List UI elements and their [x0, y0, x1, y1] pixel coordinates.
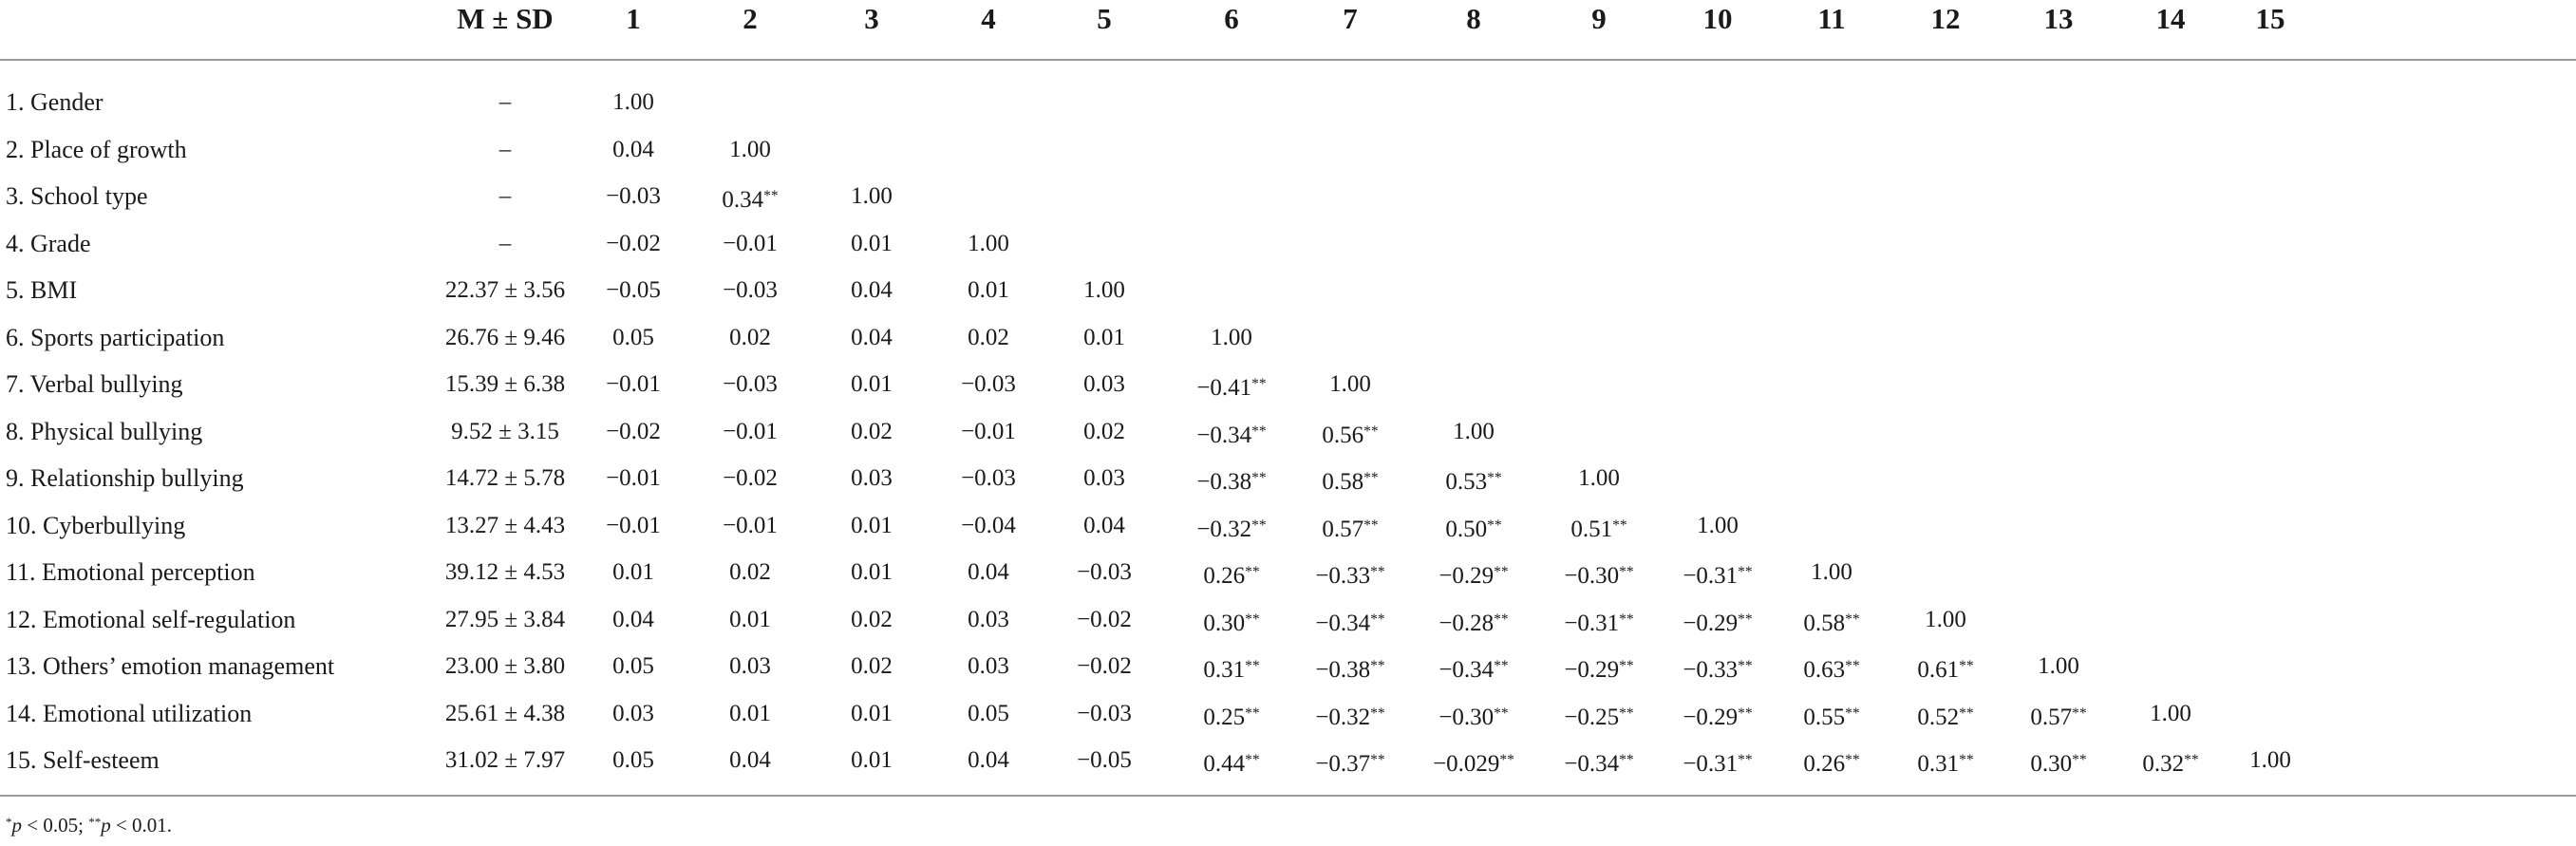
correlation-cell: 0.04 — [1083, 513, 1125, 538]
correlation-cell: 0.01 — [729, 607, 771, 632]
correlation-cell: 0.02 — [968, 325, 1009, 350]
correlation-cell: 0.04 — [968, 747, 1009, 773]
correlation-cell: −0.01 — [606, 513, 661, 538]
row-label: 1. Gender — [6, 88, 103, 116]
correlation-cell: 1.00 — [1453, 419, 1495, 444]
correlation-cell: −0.29** — [1683, 704, 1753, 730]
correlation-cell: 0.61** — [1917, 656, 1974, 683]
row-label: 6. Sports participation — [6, 324, 225, 351]
mean-sd-cell: – — [498, 183, 512, 209]
mean-sd-cell: 13.27 ± 4.43 — [444, 513, 566, 538]
column-header-10: 10 — [1702, 2, 1733, 35]
correlation-cell: 0.04 — [851, 325, 893, 350]
column-header-11: 11 — [1817, 2, 1846, 35]
row-label: 11. Emotional perception — [6, 558, 255, 586]
correlation-cell: 0.01 — [1083, 325, 1125, 350]
correlation-cell: −0.05 — [606, 277, 661, 303]
correlation-cell: −0.32** — [1196, 516, 1267, 542]
correlation-cell: 1.00 — [2150, 701, 2191, 726]
correlation-cell: 0.63** — [1803, 656, 1860, 683]
correlation-cell: 1.00 — [1811, 559, 1852, 585]
column-header-3: 3 — [864, 2, 879, 35]
correlation-cell: 0.53** — [1445, 468, 1502, 495]
correlation-cell: −0.02 — [723, 465, 778, 491]
correlation-cell: −0.04 — [961, 513, 1016, 538]
correlation-cell: −0.03 — [723, 277, 778, 303]
row-label: 2. Place of growth — [6, 136, 187, 163]
correlation-cell: −0.29** — [1564, 656, 1634, 683]
correlation-cell: 0.01 — [851, 701, 893, 726]
correlation-cell: −0.01 — [723, 231, 778, 256]
row-label: 7. Verbal bullying — [6, 370, 183, 398]
mean-sd-cell: 9.52 ± 3.15 — [451, 419, 559, 444]
correlation-cell: 0.04 — [851, 277, 893, 303]
correlation-cell: 1.00 — [2249, 747, 2291, 773]
mean-sd-cell: – — [498, 231, 512, 256]
table-bottom-rule — [0, 795, 2576, 797]
mean-sd-cell: 26.76 ± 9.46 — [444, 325, 566, 350]
mean-sd-cell: 23.00 ± 3.80 — [444, 653, 566, 679]
correlation-cell: 0.04 — [729, 747, 771, 773]
row-label: 15. Self-esteem — [6, 746, 160, 774]
column-header-9: 9 — [1591, 2, 1607, 35]
correlation-cell: 0.30** — [1203, 610, 1260, 636]
correlation-cell: 0.05 — [612, 325, 654, 350]
correlation-cell: 0.01 — [729, 701, 771, 726]
row-label: 13. Others’ emotion management — [6, 652, 335, 680]
footnote-star-double: ** — [88, 815, 102, 830]
correlation-cell: 0.01 — [851, 747, 893, 773]
footnote-star-single: * — [6, 815, 12, 830]
column-header-14: 14 — [2155, 2, 2186, 35]
correlation-cell: 0.58** — [1803, 610, 1860, 636]
correlation-cell: −0.34** — [1564, 750, 1634, 777]
correlation-cell: −0.34** — [1196, 422, 1267, 448]
column-header-13: 13 — [2043, 2, 2074, 35]
correlation-cell: 0.03 — [968, 653, 1009, 679]
row-label: 5. BMI — [6, 276, 78, 304]
correlation-cell: 0.02 — [851, 419, 893, 444]
mean-sd-cell: 27.95 ± 3.84 — [444, 607, 566, 632]
correlation-cell: 0.31** — [1917, 750, 1974, 777]
correlation-cell: −0.38** — [1315, 656, 1385, 683]
correlation-cell: −0.01 — [961, 419, 1016, 444]
footnote-p-symbol: p — [11, 814, 23, 837]
row-label: 4. Grade — [6, 230, 91, 257]
correlation-cell: 0.04 — [612, 607, 654, 632]
row-label: 10. Cyberbullying — [6, 512, 186, 539]
correlation-cell: 0.55** — [1803, 704, 1860, 730]
correlation-cell: 0.03 — [612, 701, 654, 726]
correlation-cell: −0.33** — [1315, 562, 1385, 589]
correlation-cell: 0.01 — [851, 371, 893, 397]
correlation-cell: −0.34** — [1315, 610, 1385, 636]
mean-sd-cell: 25.61 ± 4.38 — [444, 701, 566, 726]
correlation-cell: 0.51** — [1570, 516, 1627, 542]
row-label: 9. Relationship bullying — [6, 464, 244, 492]
table-top-rule — [0, 59, 2576, 61]
footnote-p-symbol-2: p — [101, 814, 111, 837]
correlation-cell: −0.02 — [606, 231, 661, 256]
correlation-cell: −0.31** — [1683, 562, 1753, 589]
column-header-12: 12 — [1930, 2, 1961, 35]
correlation-cell: 0.05 — [612, 747, 654, 773]
correlation-cell: −0.03 — [1077, 701, 1132, 726]
correlation-cell: −0.33** — [1683, 656, 1753, 683]
correlation-cell: 0.02 — [851, 653, 893, 679]
correlation-cell: 1.00 — [851, 183, 893, 209]
column-header-1: 1 — [626, 2, 641, 35]
correlation-cell: 1.00 — [1578, 465, 1620, 491]
correlation-cell: 0.34** — [722, 186, 779, 213]
correlation-cell: 1.00 — [968, 231, 1009, 256]
correlation-cell: 0.04 — [968, 559, 1009, 585]
mean-sd-cell: – — [498, 137, 512, 162]
correlation-cell: 0.01 — [851, 559, 893, 585]
correlation-cell: 0.58** — [1322, 468, 1379, 495]
correlation-cell: 0.26** — [1803, 750, 1860, 777]
correlation-cell: −0.01 — [723, 513, 778, 538]
correlation-cell: −0.01 — [606, 371, 661, 397]
correlation-cell: −0.029** — [1433, 750, 1514, 777]
correlation-cell: 0.52** — [1917, 704, 1974, 730]
correlation-cell: 0.02 — [1083, 419, 1125, 444]
correlation-cell: −0.31** — [1564, 610, 1634, 636]
correlation-cell: 0.03 — [1083, 371, 1125, 397]
correlation-cell: 0.03 — [729, 653, 771, 679]
correlation-cell: 1.00 — [1083, 277, 1125, 303]
correlation-cell: −0.03 — [1077, 559, 1132, 585]
footnote-text-2: < 0.01. — [110, 814, 173, 837]
column-header-6: 6 — [1224, 2, 1239, 35]
correlation-cell: 0.26** — [1203, 562, 1260, 589]
correlation-cell: 0.03 — [968, 607, 1009, 632]
mean-sd-cell: – — [498, 89, 512, 115]
correlation-cell: 0.01 — [968, 277, 1009, 303]
correlation-cell: 1.00 — [2038, 653, 2079, 679]
correlation-cell: −0.03 — [961, 465, 1016, 491]
correlation-cell: 0.05 — [968, 701, 1009, 726]
correlation-cell: −0.30** — [1564, 562, 1634, 589]
correlation-cell: −0.34** — [1438, 656, 1509, 683]
correlation-cell: 0.30** — [2030, 750, 2087, 777]
correlation-cell: −0.25** — [1564, 704, 1634, 730]
correlation-cell: 0.44** — [1203, 750, 1260, 777]
correlation-cell: −0.03 — [723, 371, 778, 397]
correlation-cell: −0.29** — [1683, 610, 1753, 636]
correlation-cell: 0.03 — [1083, 465, 1125, 491]
column-header-8: 8 — [1466, 2, 1481, 35]
mean-sd-cell: 14.72 ± 5.78 — [444, 465, 566, 491]
correlation-cell: −0.02 — [1077, 607, 1132, 632]
correlation-cell: 0.04 — [612, 137, 654, 162]
correlation-cell: 0.03 — [851, 465, 893, 491]
correlation-cell: −0.41** — [1196, 374, 1267, 401]
footnote-text-1: < 0.05; — [22, 814, 89, 837]
column-header-5: 5 — [1097, 2, 1112, 35]
column-header-15: 15 — [2255, 2, 2285, 35]
correlation-cell: 0.25** — [1203, 704, 1260, 730]
column-header-4: 4 — [981, 2, 996, 35]
row-label: 14. Emotional utilization — [6, 700, 253, 727]
mean-sd-cell: 22.37 ± 3.56 — [444, 277, 566, 303]
table-footnote — [6, 814, 172, 837]
correlation-cell: −0.30** — [1438, 704, 1509, 730]
correlation-cell: −0.38** — [1196, 468, 1267, 495]
correlation-cell: 0.31** — [1203, 656, 1260, 683]
correlation-cell: 0.01 — [612, 559, 654, 585]
correlation-cell: 1.00 — [1329, 371, 1371, 397]
correlation-cell: 0.02 — [851, 607, 893, 632]
correlation-cell: −0.29** — [1438, 562, 1509, 589]
correlation-cell: 1.00 — [1697, 513, 1739, 538]
correlation-cell: −0.32** — [1315, 704, 1385, 730]
correlation-cell: 0.57** — [1322, 516, 1379, 542]
correlation-cell: 0.32** — [2142, 750, 2199, 777]
correlation-cell: −0.03 — [961, 371, 1016, 397]
correlation-cell: −0.03 — [606, 183, 661, 209]
correlation-cell: 0.01 — [851, 513, 893, 538]
correlation-cell: 0.56** — [1322, 422, 1379, 448]
correlation-cell: 0.57** — [2030, 704, 2087, 730]
mean-sd-cell: 15.39 ± 6.38 — [444, 371, 566, 397]
mean-sd-cell: 31.02 ± 7.97 — [444, 747, 566, 773]
correlation-cell: 0.05 — [612, 653, 654, 679]
row-label: 8. Physical bullying — [6, 418, 203, 445]
column-header-2: 2 — [743, 2, 758, 35]
column-header-7: 7 — [1343, 2, 1358, 35]
column-header-msd: M ± SD — [457, 2, 554, 35]
correlation-cell: −0.05 — [1077, 747, 1132, 773]
correlation-cell: −0.02 — [606, 419, 661, 444]
correlation-cell: −0.01 — [723, 419, 778, 444]
mean-sd-cell: 39.12 ± 4.53 — [444, 559, 566, 585]
correlation-cell: −0.37** — [1315, 750, 1385, 777]
row-label: 3. School type — [6, 182, 148, 210]
correlation-cell: 1.00 — [1925, 607, 1966, 632]
correlation-cell: −0.31** — [1683, 750, 1753, 777]
correlation-cell: 1.00 — [612, 89, 654, 115]
correlation-cell: 1.00 — [1211, 325, 1252, 350]
correlation-cell: 0.01 — [851, 231, 893, 256]
correlation-cell: 0.50** — [1445, 516, 1502, 542]
correlation-cell: −0.28** — [1438, 610, 1509, 636]
correlation-cell: −0.01 — [606, 465, 661, 491]
correlation-cell: 1.00 — [729, 137, 771, 162]
correlation-cell: −0.02 — [1077, 653, 1132, 679]
correlation-cell: 0.02 — [729, 559, 771, 585]
row-label: 12. Emotional self-regulation — [6, 606, 296, 633]
correlation-cell: 0.02 — [729, 325, 771, 350]
